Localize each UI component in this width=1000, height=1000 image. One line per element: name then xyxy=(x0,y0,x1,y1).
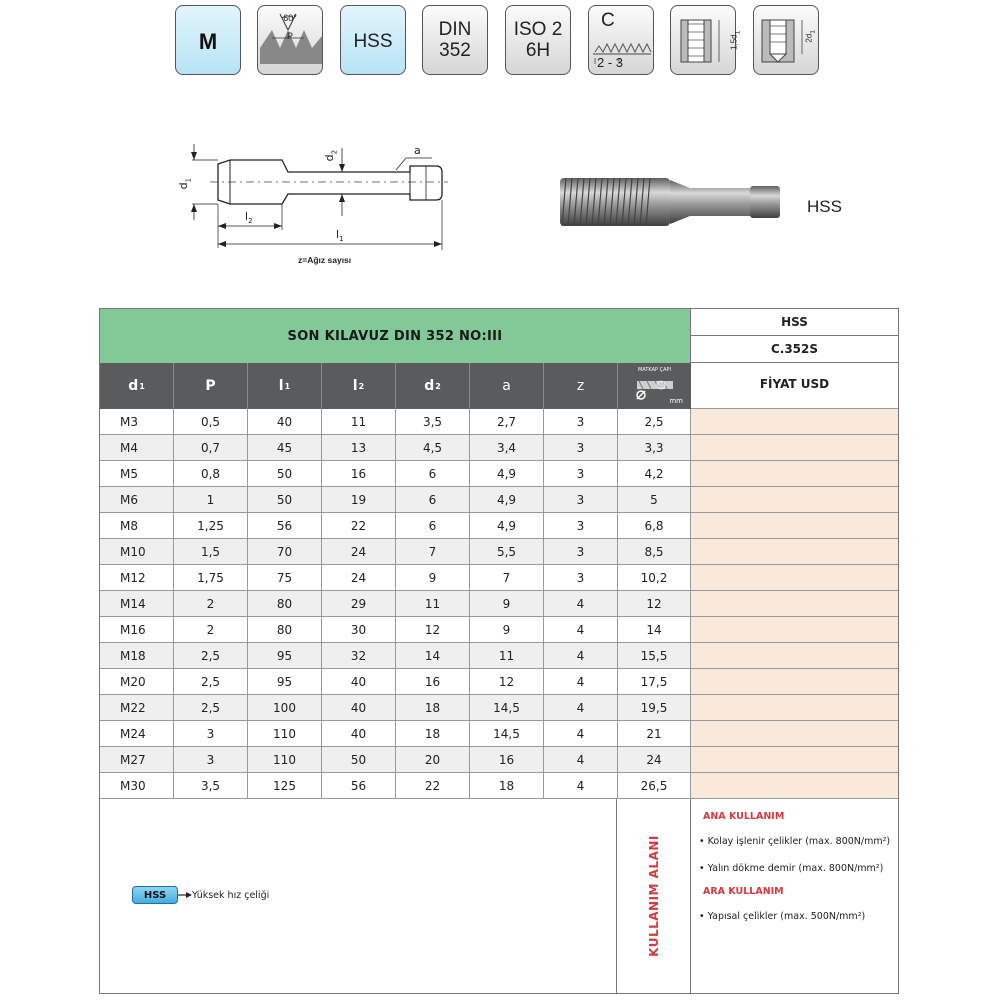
cell-size: M14 xyxy=(100,591,174,616)
cell-z: 4 xyxy=(544,617,618,642)
l1-label: $l_1$ xyxy=(336,228,344,244)
cell-price xyxy=(691,487,898,512)
tap-product-image xyxy=(550,170,790,236)
cell-l1: 110 xyxy=(248,747,322,772)
cell-z: 3 xyxy=(544,435,618,460)
cell-a: 3,4 xyxy=(470,435,544,460)
cell-price xyxy=(691,617,898,642)
cell-l1: 95 xyxy=(248,643,322,668)
product-code-header: C.352S xyxy=(691,336,898,363)
feature-icon-strip xyxy=(175,5,826,77)
col-header-z: z xyxy=(544,363,618,409)
iso-line-1: ISO 2 xyxy=(513,19,563,40)
table-row xyxy=(100,669,898,695)
main-usage-heading: ANA KULLANIM xyxy=(703,811,785,822)
table-row xyxy=(100,617,898,643)
iso-line-2: 6H xyxy=(525,40,551,61)
cell-a: 9 xyxy=(470,591,544,616)
cell-d2: 6 xyxy=(396,461,470,486)
cell-d2: 22 xyxy=(396,773,470,798)
cell-drill: 3,3 xyxy=(618,435,691,460)
cell-d2: 3,5 xyxy=(396,409,470,434)
cell-drill: 8,5 xyxy=(618,539,691,564)
cell-z: 4 xyxy=(544,773,618,798)
cell-d2: 11 xyxy=(396,591,470,616)
secondary-usage-item: • Yapısal çelikler (max. 500N/mm²) xyxy=(699,911,866,922)
material-column-header: HSS xyxy=(691,309,898,336)
cell-size: M10 xyxy=(100,539,174,564)
col-header-d2: d 2 xyxy=(396,363,470,409)
din-line-1: DIN xyxy=(438,19,472,40)
cell-pitch: 2,5 xyxy=(174,669,248,694)
blind-hole-icon xyxy=(753,5,819,75)
usage-area-label-cell xyxy=(617,799,691,993)
cell-pitch: 1,5 xyxy=(174,539,248,564)
cell-size: M12 xyxy=(100,565,174,590)
cell-l1: 80 xyxy=(248,591,322,616)
legend-text: Yüksek hız çeliği xyxy=(192,889,270,901)
cell-size: M8 xyxy=(100,513,174,538)
cell-pitch: 2,5 xyxy=(174,695,248,720)
photo-material-label: HSS xyxy=(807,197,842,216)
cell-l1: 75 xyxy=(248,565,322,590)
usage-area-vertical-label: KULLANIM ALANI xyxy=(646,835,661,957)
cell-drill: 21 xyxy=(618,721,691,746)
cell-l1: 45 xyxy=(248,435,322,460)
cell-pitch: 0,5 xyxy=(174,409,248,434)
cell-l2: 24 xyxy=(322,539,396,564)
cell-size: M5 xyxy=(100,461,174,486)
cell-drill: 26,5 xyxy=(618,773,691,798)
tap-technical-drawing xyxy=(170,130,460,270)
col-header-drill xyxy=(618,363,691,409)
cell-drill: 5 xyxy=(618,487,691,512)
table-row xyxy=(100,695,898,721)
cell-l2: 19 xyxy=(322,487,396,512)
cell-z: 4 xyxy=(544,695,618,720)
cell-z: 3 xyxy=(544,487,618,512)
col-header-pitch: P xyxy=(174,363,248,409)
through-hole-icon xyxy=(670,5,742,75)
table-row xyxy=(100,643,898,669)
flute-count-caption: z=Ağız sayısı xyxy=(298,255,352,265)
cell-a: 2,7 xyxy=(470,409,544,434)
cell-l2: 13 xyxy=(322,435,396,460)
cell-a: 4,9 xyxy=(470,487,544,512)
hss-material-label: HSS xyxy=(353,31,393,52)
cell-a: 14,5 xyxy=(470,695,544,720)
drill-header-unit: mm xyxy=(669,397,683,405)
cell-pitch: 0,8 xyxy=(174,461,248,486)
col-header-d1: d 1 xyxy=(100,363,174,409)
cell-drill: 10,2 xyxy=(618,565,691,590)
cell-a: 16 xyxy=(470,747,544,772)
cell-l1: 70 xyxy=(248,539,322,564)
cell-l2: 11 xyxy=(322,409,396,434)
cell-l1: 40 xyxy=(248,409,322,434)
cell-l1: 110 xyxy=(248,721,322,746)
thread-profile-icon xyxy=(257,5,323,75)
iso-tolerance-icon xyxy=(505,5,571,75)
cell-d2: 4,5 xyxy=(396,435,470,460)
d2-label: $d_2$ xyxy=(323,149,339,162)
secondary-usage-heading: ARA KULLANIM xyxy=(703,886,784,897)
table-row xyxy=(100,461,898,487)
cell-l2: 30 xyxy=(322,617,396,642)
cell-drill: 15,5 xyxy=(618,643,691,668)
cell-z: 3 xyxy=(544,513,618,538)
thread-pitch-label: P xyxy=(286,31,293,41)
cell-a: 18 xyxy=(470,773,544,798)
a-label: a xyxy=(414,144,421,157)
cell-l1: 50 xyxy=(248,461,322,486)
cell-d2: 6 xyxy=(396,513,470,538)
metric-thread-label: M xyxy=(198,29,218,54)
cell-size: M16 xyxy=(100,617,174,642)
cell-l1: 100 xyxy=(248,695,322,720)
cell-pitch: 2 xyxy=(174,617,248,642)
cell-drill: 19,5 xyxy=(618,695,691,720)
l2-label: $l_2$ xyxy=(245,210,253,226)
cell-price xyxy=(691,669,898,694)
table-row xyxy=(100,435,898,461)
cell-l2: 50 xyxy=(322,747,396,772)
cell-drill: 14 xyxy=(618,617,691,642)
table-row xyxy=(100,591,898,617)
cell-d2: 6 xyxy=(396,487,470,512)
legend-hss-badge: HSS xyxy=(132,886,178,904)
cell-a: 12 xyxy=(470,669,544,694)
cell-z: 4 xyxy=(544,747,618,772)
legend-area xyxy=(100,799,617,993)
cell-price xyxy=(691,721,898,746)
cell-a: 4,9 xyxy=(470,513,544,538)
cell-size: M4 xyxy=(100,435,174,460)
cell-price xyxy=(691,773,898,798)
cell-d2: 16 xyxy=(396,669,470,694)
cell-size: M30 xyxy=(100,773,174,798)
din-standard-icon xyxy=(422,5,488,75)
product-table xyxy=(99,308,899,994)
cell-drill: 2,5 xyxy=(618,409,691,434)
cell-pitch: 1,25 xyxy=(174,513,248,538)
cell-size: M22 xyxy=(100,695,174,720)
cell-l2: 24 xyxy=(322,565,396,590)
din-line-2: 352 xyxy=(439,40,471,61)
drill-header-caption: MATKAP ÇAPI xyxy=(637,367,672,373)
cell-l2: 32 xyxy=(322,643,396,668)
cell-price xyxy=(691,461,898,486)
cell-size: M27 xyxy=(100,747,174,772)
cell-a: 5,5 xyxy=(470,539,544,564)
cell-d2: 14 xyxy=(396,643,470,668)
cell-d2: 9 xyxy=(396,565,470,590)
cell-z: 4 xyxy=(544,669,618,694)
cell-size: M20 xyxy=(100,669,174,694)
cell-l2: 22 xyxy=(322,513,396,538)
cell-a: 14,5 xyxy=(470,721,544,746)
chamfer-icon xyxy=(588,5,654,75)
cell-z: 3 xyxy=(544,461,618,486)
cell-pitch: 2,5 xyxy=(174,643,248,668)
cell-price xyxy=(691,539,898,564)
cell-pitch: 2 xyxy=(174,591,248,616)
d1-label: $d_1$ xyxy=(177,177,193,190)
material-legend xyxy=(132,886,269,904)
usage-list xyxy=(691,799,898,993)
cell-pitch: 3 xyxy=(174,721,248,746)
cell-d2: 20 xyxy=(396,747,470,772)
table-row xyxy=(100,773,898,799)
cell-z: 4 xyxy=(544,721,618,746)
table-row xyxy=(100,487,898,513)
table-row xyxy=(100,747,898,773)
cell-price xyxy=(691,565,898,590)
table-title: SON KILAVUZ DIN 352 NO:III xyxy=(100,309,691,363)
hss-material-icon xyxy=(340,5,406,75)
cell-l1: 125 xyxy=(248,773,322,798)
cell-l2: 56 xyxy=(322,773,396,798)
col-header-l1: l 1 xyxy=(248,363,322,409)
cell-drill: 12 xyxy=(618,591,691,616)
cell-z: 3 xyxy=(544,539,618,564)
cell-pitch: 1 xyxy=(174,487,248,512)
metric-thread-icon xyxy=(175,5,241,75)
cell-z: 3 xyxy=(544,565,618,590)
cell-a: 9 xyxy=(470,617,544,642)
through-hole-depth-label: $1,5d_1$ xyxy=(729,30,742,50)
cell-z: 4 xyxy=(544,591,618,616)
table-row xyxy=(100,409,898,435)
cell-a: 4,9 xyxy=(470,461,544,486)
cell-pitch: 3 xyxy=(174,747,248,772)
chamfer-range: 2 - 3 xyxy=(597,55,624,70)
cell-l2: 40 xyxy=(322,695,396,720)
cell-price xyxy=(691,643,898,668)
cell-drill: 4,2 xyxy=(618,461,691,486)
cell-drill: 24 xyxy=(618,747,691,772)
cell-a: 11 xyxy=(470,643,544,668)
table-row xyxy=(100,539,898,565)
cell-l1: 95 xyxy=(248,669,322,694)
cell-l1: 56 xyxy=(248,513,322,538)
cell-drill: 6,8 xyxy=(618,513,691,538)
table-body xyxy=(100,409,898,799)
cell-a: 7 xyxy=(470,565,544,590)
col-header-a: a xyxy=(470,363,544,409)
cell-d2: 18 xyxy=(396,721,470,746)
cell-l2: 40 xyxy=(322,669,396,694)
table-row xyxy=(100,565,898,591)
cell-size: M3 xyxy=(100,409,174,434)
cell-price xyxy=(691,435,898,460)
cell-z: 3 xyxy=(544,409,618,434)
cell-price xyxy=(691,513,898,538)
cell-l2: 29 xyxy=(322,591,396,616)
cell-price xyxy=(691,591,898,616)
cell-pitch: 0,7 xyxy=(174,435,248,460)
thread-angle-label: 60° xyxy=(283,13,297,23)
cell-d2: 7 xyxy=(396,539,470,564)
cell-size: M24 xyxy=(100,721,174,746)
table-header-row xyxy=(100,363,691,409)
cell-price xyxy=(691,695,898,720)
cell-size: M18 xyxy=(100,643,174,668)
main-usage-item: • Yalın dökme demir (max. 800N/mm²) xyxy=(699,863,884,874)
blind-hole-depth-label: $2d_1$ xyxy=(804,30,817,43)
cell-price xyxy=(691,747,898,772)
table-row xyxy=(100,721,898,747)
cell-l2: 40 xyxy=(322,721,396,746)
table-row xyxy=(100,513,898,539)
cell-z: 4 xyxy=(544,643,618,668)
cell-d2: 18 xyxy=(396,695,470,720)
legend-arrow-icon xyxy=(178,891,192,899)
cell-l1: 50 xyxy=(248,487,322,512)
cell-price xyxy=(691,409,898,434)
main-usage-item: • Kolay işlenir çelikler (max. 800N/mm²) xyxy=(699,836,891,847)
cell-drill: 17,5 xyxy=(618,669,691,694)
cell-d2: 12 xyxy=(396,617,470,642)
cell-l2: 16 xyxy=(322,461,396,486)
chamfer-letter: C xyxy=(601,10,615,31)
cell-l1: 80 xyxy=(248,617,322,642)
price-column-header: FİYAT USD xyxy=(691,363,898,409)
col-header-l2: l 2 xyxy=(322,363,396,409)
cell-size: M6 xyxy=(100,487,174,512)
cell-pitch: 1,75 xyxy=(174,565,248,590)
cell-pitch: 3,5 xyxy=(174,773,248,798)
